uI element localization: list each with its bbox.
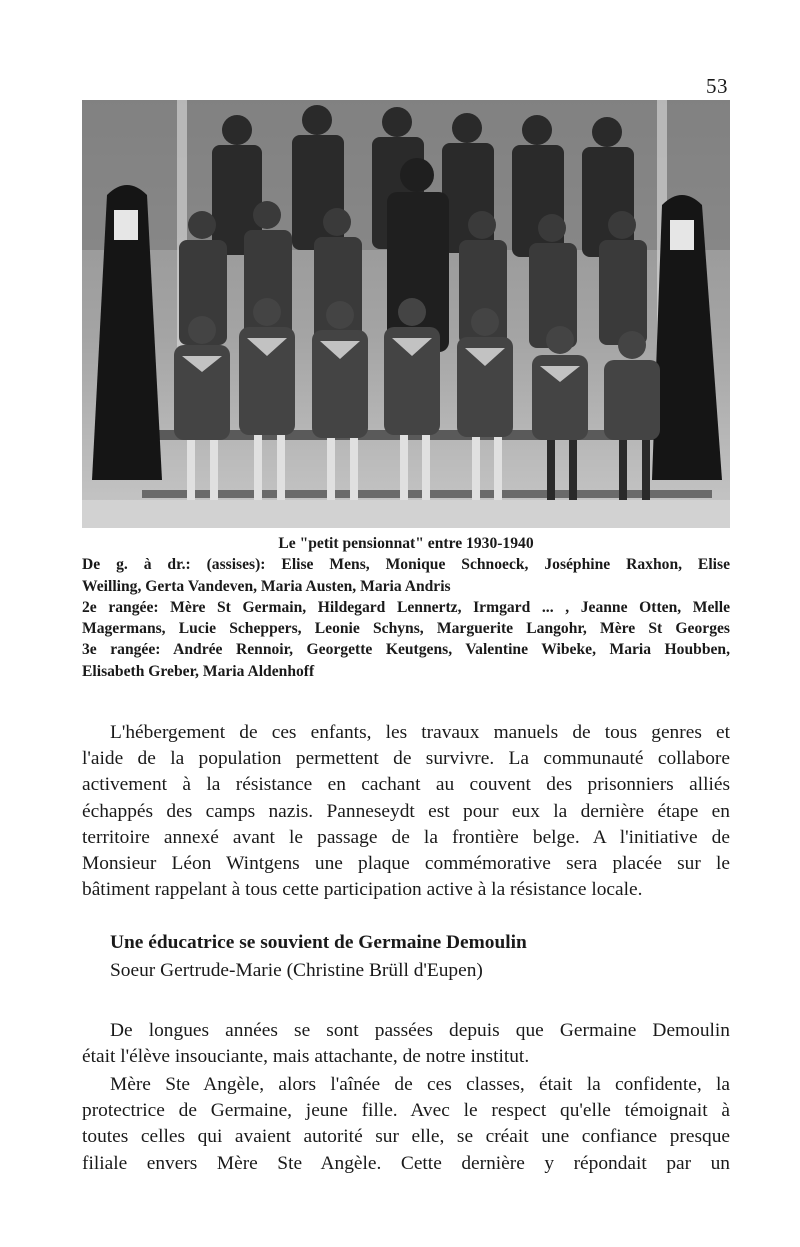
text-line: filiale envers Mère Ste Angèle. Cette dernière y répondait par un (82, 1152, 730, 1174)
text-line: était l'élève insouciante, mais attachante, de notre institut. (82, 1046, 530, 1068)
text-line: L'hébergement de ces enfants, les travaux manuels de tous genres et (110, 722, 730, 743)
caption-line: 2e rangée: Mère St Germain, Hildegard Lennertz, Irmgard ... , Jeanne Otten, Melle (82, 598, 730, 616)
text-line: l'aide de la population permettent de survivre. La communauté collabore (82, 748, 730, 770)
caption-line: 3e rangée: Andrée Rennoir, Georgette Keutgens, Valentine Wibeke, Maria Houbben, (82, 641, 730, 659)
section-heading: Une éducatrice se souvient de Germaine Demoulin (110, 932, 527, 953)
text-line: Monsieur Léon Wintgens une plaque commémorative sera placée sur le (82, 853, 730, 875)
caption-title: Le "petit pensionnat" entre 1930-1940 (278, 535, 534, 552)
text-line: protectrice de Germaine, jeune fille. Avec le respect qu'elle témoignait à (82, 1100, 730, 1122)
photo-caption (82, 533, 730, 682)
group-photo-icon (82, 100, 730, 528)
caption-line: Weilling, Gerta Vandeven, Maria Austen, Maria Andris (82, 577, 451, 595)
text-line: bâtiment rappelant à tous cette participation active à la résistance locale. (82, 879, 643, 901)
paragraph-3 (82, 1072, 730, 1177)
text-line: territoire annexé avant le passage de la frontière belge. A l'initiative de (82, 826, 730, 848)
text-line: Mère Ste Angèle, alors l'aînée de ces classes, était la confidente, la (110, 1074, 730, 1095)
section-author: Soeur Gertrude-Marie (Christine Brüll d'Eupen) (110, 960, 483, 981)
text-line: échappés des camps nazis. Panneseydt est pour eux la dernière étape en (82, 800, 730, 822)
caption-line: De g. à dr.: (assises): Elise Mens, Monique Schnoeck, Joséphine Raxhon, Elise (82, 556, 730, 574)
text-line: activement à la résistance en cachant au couvent des prisonniers alliés (82, 774, 730, 796)
caption-line: Magermans, Lucie Scheppers, Leonie Schyns, Marguerite Langohr, Mère St Georges (82, 620, 730, 638)
page-number: 53 (706, 74, 728, 98)
text-line: De longues années se sont passées depuis que Germaine Demoulin (110, 1020, 730, 1041)
paragraph-1 (82, 720, 730, 903)
text-line: toutes celles qui avaient autorité sur elle, se créait une confiance presque (82, 1126, 730, 1148)
group-photo (82, 100, 730, 528)
paragraph-2 (82, 1018, 730, 1070)
caption-line: Elisabeth Greber, Maria Aldenhoff (82, 662, 315, 680)
